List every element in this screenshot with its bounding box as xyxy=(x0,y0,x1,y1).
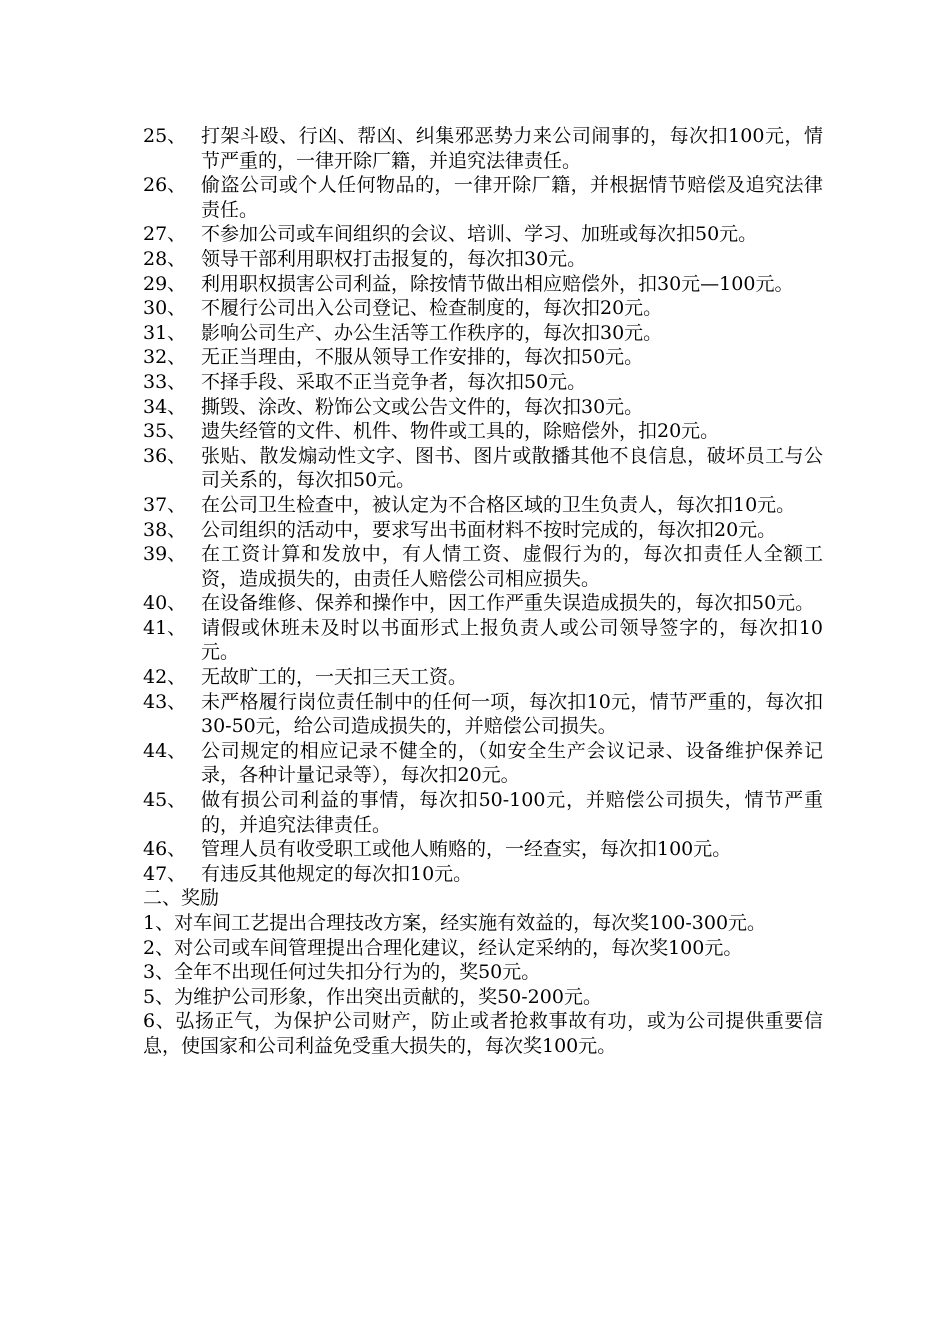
item-number: 45、 xyxy=(143,789,187,812)
item-text: 无故旷工的，一天扣三天工资。 xyxy=(201,666,468,689)
item-number: 41、 xyxy=(143,616,187,639)
penalty-item-36 xyxy=(143,444,823,493)
penalty-item-33 xyxy=(143,370,823,395)
item-text: 偷盗公司或个人任何物品的，一律开除厂籍，并根据情节赔偿及追究法律责任。 xyxy=(201,174,823,221)
item-text: 公司组织的活动中，要求写出书面材料不按时完成的，每次扣20元。 xyxy=(201,518,777,541)
item-number: 43、 xyxy=(143,690,187,713)
penalty-item-44 xyxy=(143,739,823,788)
item-number: 29、 xyxy=(143,272,187,295)
rewards-heading: 二、奖励 xyxy=(143,887,220,910)
item-text: 不履行公司出入公司登记、检查制度的，每次扣20元。 xyxy=(201,297,663,320)
penalty-item-28 xyxy=(143,247,823,272)
penalty-item-38 xyxy=(143,518,823,543)
item-text: 不择手段、采取不正当竞争者，每次扣50元。 xyxy=(201,370,587,393)
item-number: 26、 xyxy=(143,174,187,197)
item-text: 无正当理由，不服从领导工作安排的，每次扣50元。 xyxy=(201,346,644,369)
penalty-item-43 xyxy=(143,690,823,739)
item-text: 管理人员有收受职工或他人贿赂的，一经查实，每次扣100元。 xyxy=(201,838,732,861)
reward-list xyxy=(143,911,823,1059)
item-text: 做有损公司利益的事情，每次扣50-100元，并赔偿公司损失，情节严重的，并追究法律责任。 xyxy=(201,789,823,836)
item-number: 25、 xyxy=(143,125,187,147)
reward-item-3: 3、全年不出现任何过失扣分行为的，奖50元。 xyxy=(143,961,541,984)
item-number: 30、 xyxy=(143,297,187,320)
item-text: 请假或休班未及时以书面形式上报负责人或公司领导签字的，每次扣10元。 xyxy=(201,616,823,664)
penalty-item-41 xyxy=(143,616,823,665)
item-text: 打架斗殴、行凶、帮凶、纠集邪恶势力来公司闹事的，每次扣100元，情节严重的，一律开除厂籍，并追究法律责任。 xyxy=(201,125,823,172)
item-number: 27、 xyxy=(143,223,187,246)
item-number: 40、 xyxy=(143,592,187,615)
penalty-item-26 xyxy=(143,173,823,222)
item-text: 有违反其他规定的每次扣10元。 xyxy=(201,862,473,885)
item-text: 在工资计算和发放中，有人情工资、虚假行为的，每次扣责任人全额工资，造成损失的，由责任人赔偿公司相应损失。 xyxy=(201,543,823,590)
item-text: 张贴、散发煽动性文字、图书、图片或散播其他不良信息，破坏员工与公司关系的，每次扣50元。 xyxy=(201,444,823,492)
reward-item-6: 6、弘扬正气，为保护公司财产，防止或者抢救事故有功，或为公司提供重要信息，使国家和公司利益免受重大损失的，每次奖100元。 xyxy=(143,1010,823,1057)
item-number: 39、 xyxy=(143,543,187,566)
document-page xyxy=(143,124,823,1059)
penalty-item-39 xyxy=(143,542,823,591)
penalty-item-35 xyxy=(143,419,823,444)
reward-item-5: 5、为维护公司形象，作出突出贡献的，奖50-200元。 xyxy=(143,985,602,1008)
item-number: 31、 xyxy=(143,321,187,344)
item-number: 47、 xyxy=(143,862,187,885)
item-number: 38、 xyxy=(143,518,187,541)
penalty-item-45 xyxy=(143,788,823,837)
reward-item-1: 1、对车间工艺提出合理技改方案，经实施有效益的，每次奖100-300元。 xyxy=(143,912,767,934)
item-number: 32、 xyxy=(143,346,187,369)
item-text: 在设备维修、保养和操作中，因工作严重失误造成损失的，每次扣50元。 xyxy=(201,592,815,615)
item-text: 撕毁、涂改、粉饰公文或公告文件的，每次扣30元。 xyxy=(201,395,644,418)
penalty-item-32 xyxy=(143,345,823,370)
item-text: 公司规定的相应记录不健全的，（如安全生产会议记录、设备维护保养记录，各种计量记录等），每次扣20元。 xyxy=(201,739,823,787)
penalty-item-37 xyxy=(143,493,823,518)
penalty-item-42 xyxy=(143,665,823,690)
penalty-item-29 xyxy=(143,272,823,297)
reward-item-2: 2、对公司或车间管理提出合理化建议，经认定采纳的，每次奖100元。 xyxy=(143,936,743,959)
penalty-list xyxy=(143,124,823,886)
penalty-item-27 xyxy=(143,222,823,247)
item-text: 影响公司生产、办公生活等工作秩序的，每次扣30元。 xyxy=(201,321,663,344)
item-text: 在公司卫生检查中，被认定为不合格区域的卫生负责人，每次扣10元。 xyxy=(201,493,796,516)
item-text: 未严格履行岗位责任制中的任何一项，每次扣10元，情节严重的，每次扣30-50元，给公司造成损失的，并赔偿公司损失。 xyxy=(201,690,823,738)
item-text: 不参加公司或车间组织的会议、培训、学习、加班或每次扣50元。 xyxy=(201,223,758,246)
item-number: 44、 xyxy=(143,739,187,762)
item-number: 37、 xyxy=(143,493,187,516)
penalty-item-31 xyxy=(143,321,823,346)
penalty-item-47 xyxy=(143,862,823,887)
item-number: 36、 xyxy=(143,444,187,467)
penalty-item-25 xyxy=(143,124,823,173)
penalty-item-34 xyxy=(143,395,823,420)
item-number: 28、 xyxy=(143,247,187,270)
item-text: 遗失经管的文件、机件、物件或工具的，除赔偿外，扣20元。 xyxy=(201,420,720,443)
item-number: 33、 xyxy=(143,370,187,393)
penalty-item-46 xyxy=(143,837,823,862)
item-number: 46、 xyxy=(143,838,187,861)
item-number: 34、 xyxy=(143,395,187,418)
penalty-item-30 xyxy=(143,296,823,321)
item-number: 35、 xyxy=(143,420,187,443)
penalty-item-40 xyxy=(143,591,823,616)
item-text: 利用职权损害公司利益，除按情节做出相应赔偿外，扣30元—100元。 xyxy=(201,272,794,295)
item-number: 42、 xyxy=(143,666,187,689)
item-text: 领导干部利用职权打击报复的，每次扣30元。 xyxy=(201,247,587,270)
